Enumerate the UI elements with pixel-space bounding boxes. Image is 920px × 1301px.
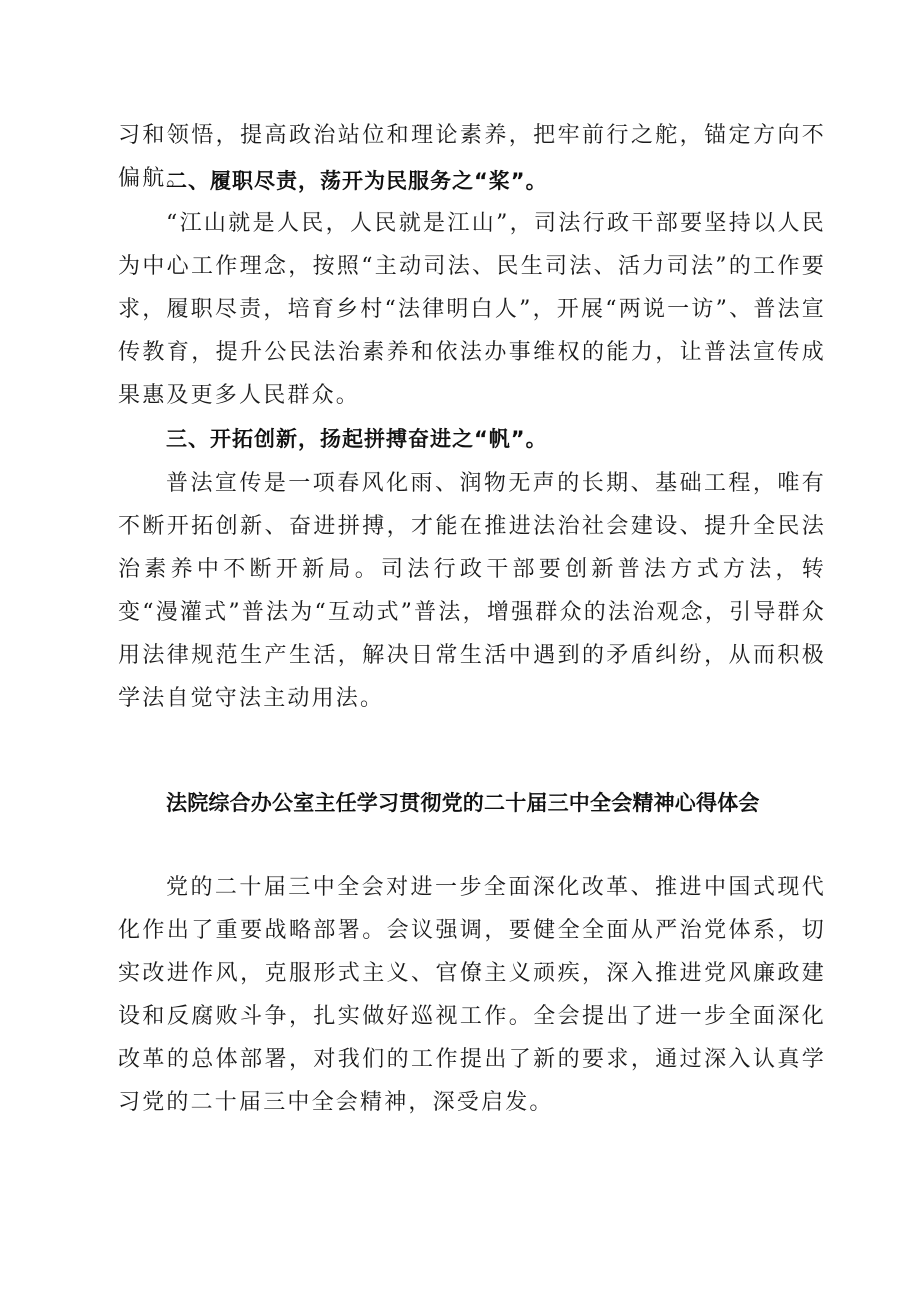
- section-heading-two: 二、履职尽责，荡开为民服务之“桨”。: [166, 169, 548, 193]
- paragraph-section-two: “江山就是人民，人民就是江山”，司法行政干部要坚持以人民为中心工作理念，按照“主动司法、民生司法、活力司法”的工作要求，履职尽责，培育乡村“法律明白人”，开展“两说一访”、普法宣传教育，提升公民法治素养和依法办事维权的能力，让普法宣传成果惠及更多人民群众。: [118, 211, 826, 408]
- paragraph-article-intro: 党的二十届三中全会对进一步全面深化改革、推进中国式现代化作出了重要战略部署。会议强调，要健全全面从严治党体系，切实改进作风，克服形式主义、官僚主义顽疾，深入推进党风廉政建设和反腐败斗争，扎实做好巡视工作。全会提出了进一步全面深化改革的总体部署，对我们的工作提出了新的要求，通过深入认真学习党的二十届三中全会精神，深受启发。: [118, 875, 826, 1115]
- article-title: 法院综合办公室主任学习贯彻党的二十届三中全会精神心得体会: [166, 791, 760, 815]
- paragraph-section-three: 普法宣传是一项春风化雨、润物无声的长期、基础工程，唯有不断开拓创新、奋进拼搏，才能在推进法治社会建设、提升全民法治素养中不断开新局。司法行政干部要创新普法方式方法，转变“漫灌式”普法为“互动式”普法，增强群众的法治观念，引导群众用法律规范生产生活，解决日常生活中遇到的矛盾纠纷，从而积极学法自觉守法主动用法。: [118, 471, 826, 711]
- section-heading-three: 三、开拓创新，扬起拼搏奋进之“帆”。: [166, 427, 548, 451]
- paragraph-intro-tail: 习和领悟，提高政治站位和理论素养，把牢前行之舵，锚定方向不偏航。: [118, 123, 826, 191]
